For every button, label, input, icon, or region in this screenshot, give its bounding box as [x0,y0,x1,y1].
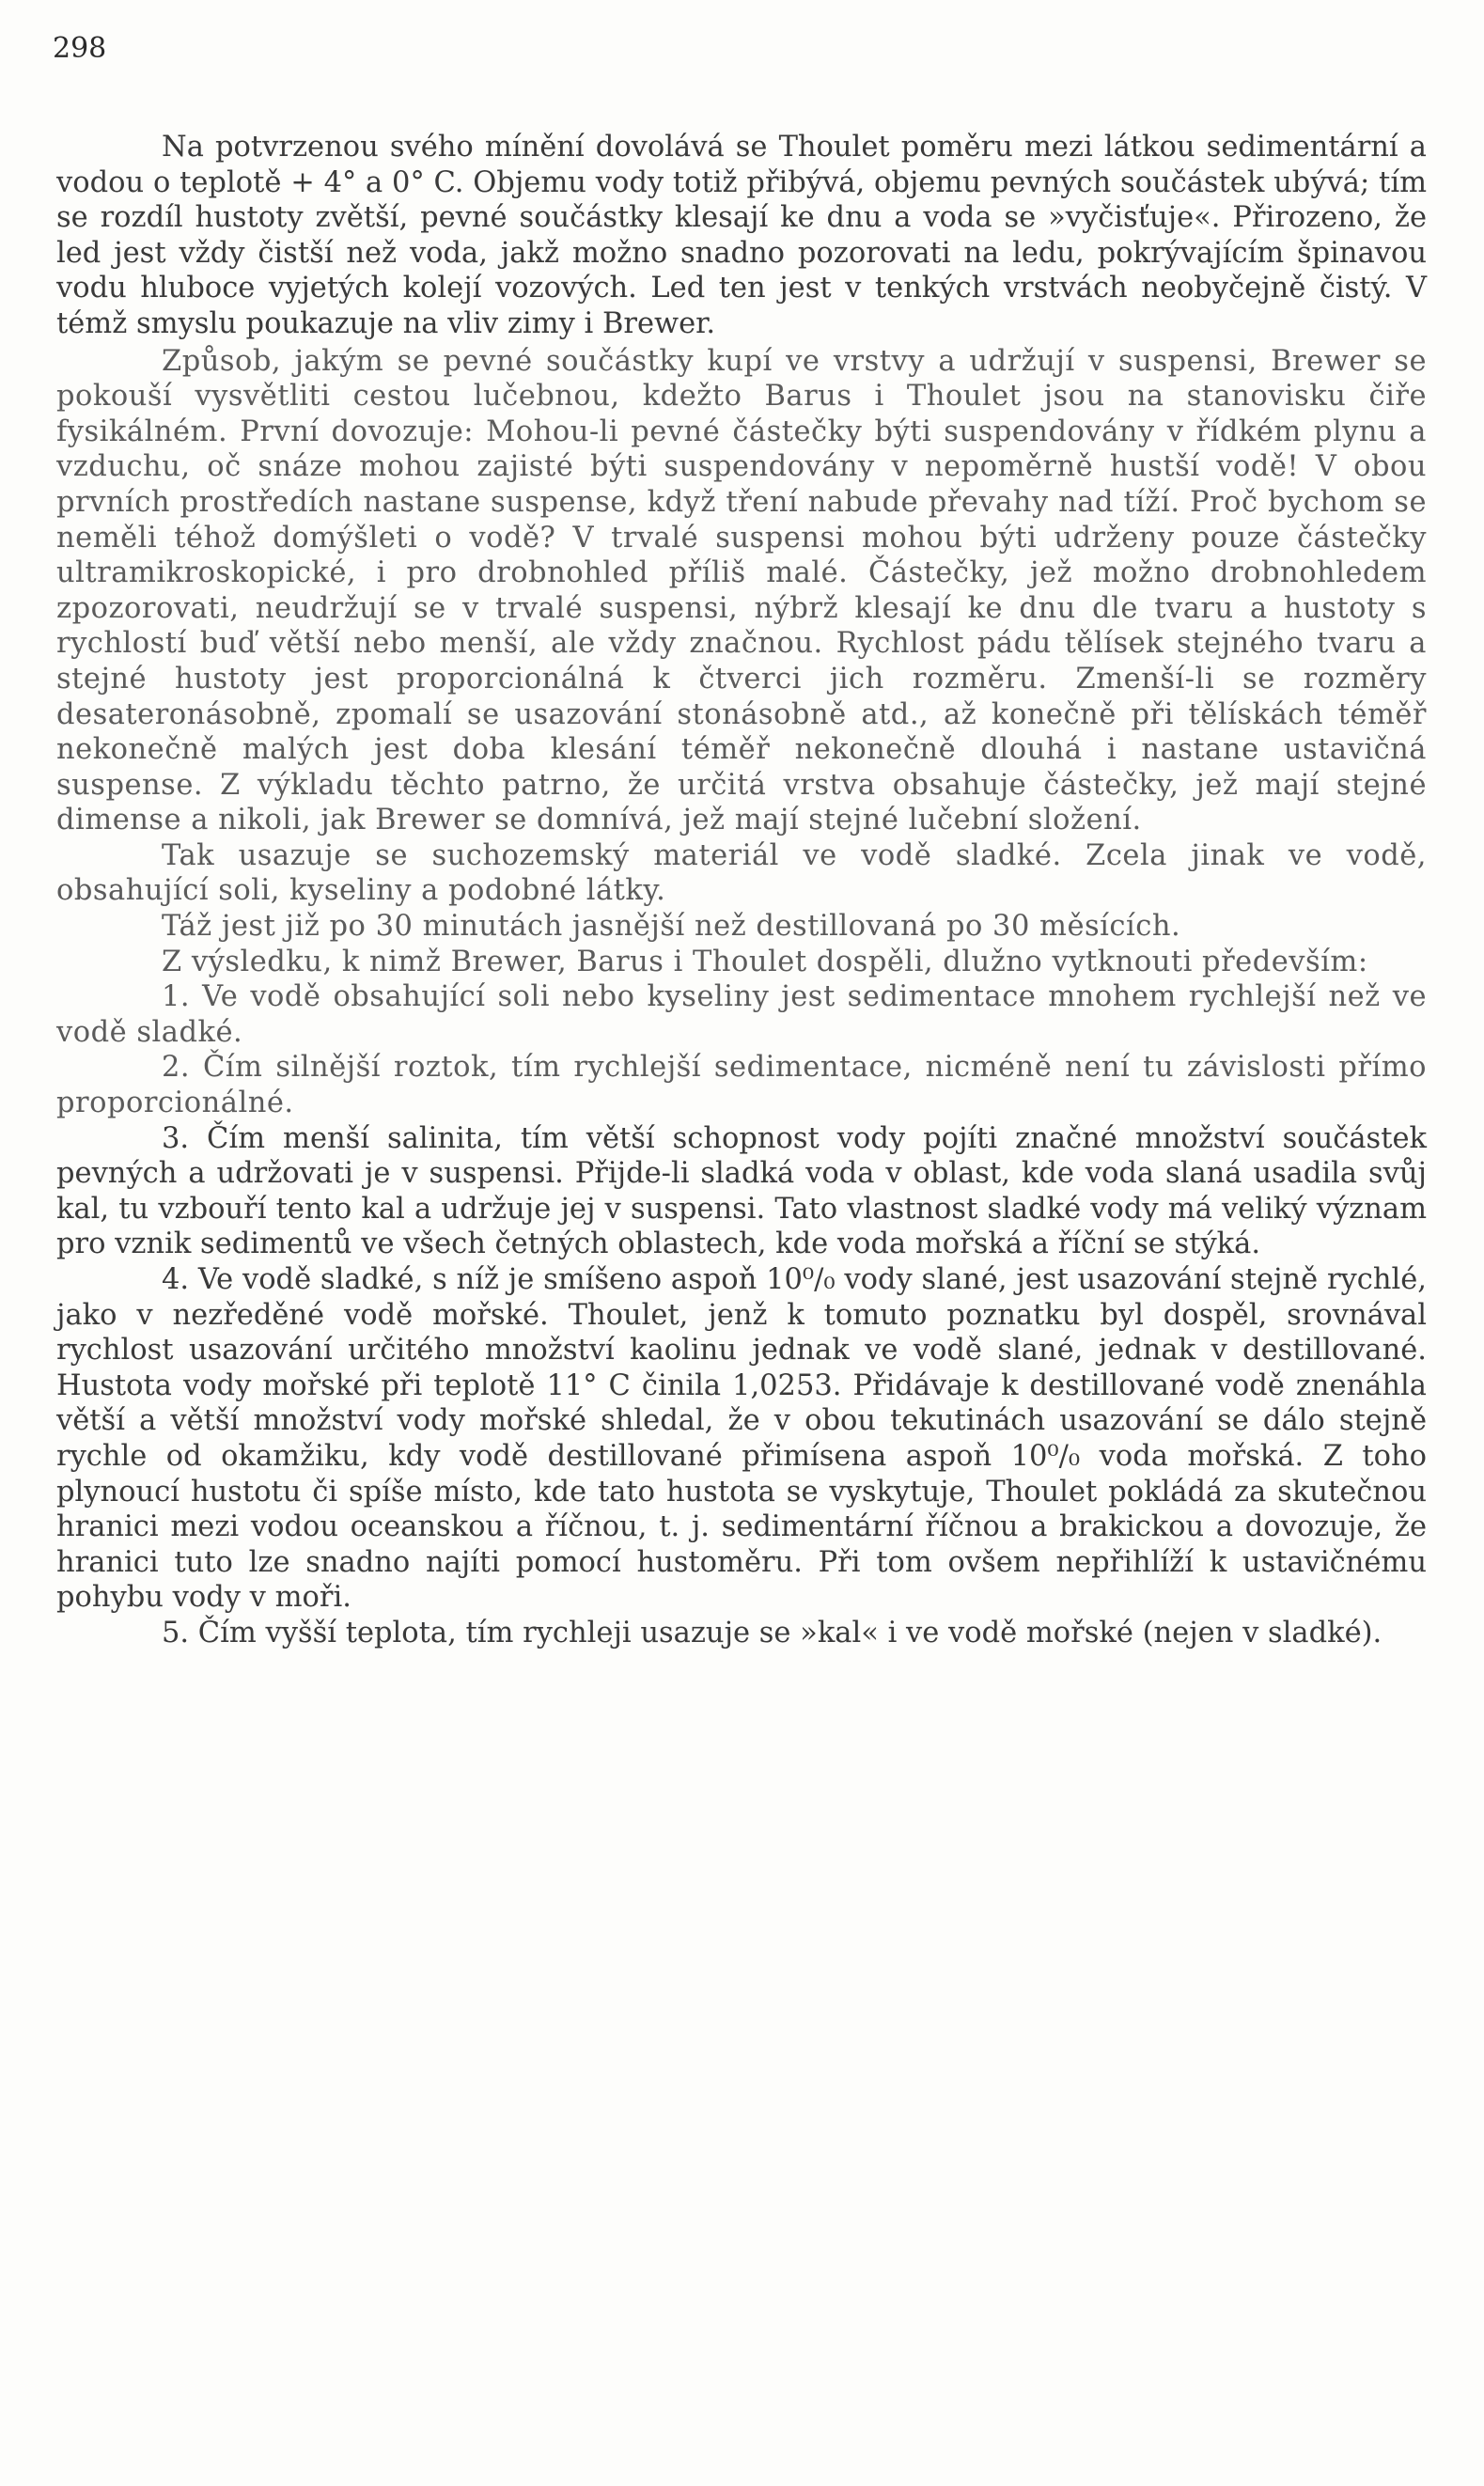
list-item-4: 4. Ve vodě sladké, s níž je smíšeno aspoň 10⁰/₀ vody slané, jest usazování stejně rychlé, jako v nezředěné vodě mořské. Thoulet, jenž k tomuto poznatku byl dospěl, srovnával rychlost usazování určitého množství kaolinu jednak ve vodě slané, jednak v destillované. Hustota vody mořské při teplotě 11° C činila 1,0253. Přidávaje k destillované vodě znenáhla větší a větší množství vody mořské shledal, že v obou tekutinách usazování se dálo stejně rychle od okamžiku, kdy vodě destillované přimísena aspoň 10⁰/₀ voda mořská. Z toho plynoucí hustotu či spíše místo, kde tato hustota se vyskytuje, Thoulet pokládá za skutečnou hranici mezi vodou oceanskou a říčnou, t. j. sedimentární říčnou a brakickou a dovozuje, že hranici tuto lze snadno najíti pomocí hustoměru. Při tom ovšem nepřihlíží k ustavičnému pohybu vody v moři. [56,1263,1427,1615]
paragraph-5: Z výsledku, k nimž Brewer, Barus i Thoulet dospěli, dlužno vytknouti především: [162,945,1368,978]
page-number: 298 [53,32,107,65]
list-item-5: 5. Čím vyšší teplota, tím rychleji usazuje se »kal« i ve vodě mořské (nejen v sladké). [162,1616,1382,1650]
paragraph-1: Na potvrzenou svého mínění dovolává se Thoulet poměru mezi látkou sedimentární a vodou o teplotě + 4° a 0° C. Objemu vody totiž přibývá, objemu pevných součástek ubývá; tím se rozdíl hustoty zvětší, pevné součástky klesají ke dnu a voda se »vyčisťuje«. Přirozeno, že led jest vždy čistší než voda, jakž možno snadno pozorovati na ledu, pokrývajícím špinavou vodu hluboce vyjetých kolejí vozových. Led ten jest v tenkých vrstvách neobyčejně čistý. V témž smyslu poukazuje na vliv zimy i Brewer. [56,131,1427,340]
text-body [56,130,1427,1651]
list-item-1: 1. Ve vodě obsahující soli nebo kyseliny jest sedimentace mnohem rychlejší než ve vodě sladké. [56,980,1427,1049]
paragraph-4: Táž jest již po 30 minutách jasnější než destillovaná po 30 měsících. [162,910,1181,944]
list-item-3: 3. Čím menší salinita, tím větší schopnost vody pojíti značné množství součástek pevných a udržovati je v suspensi. Přijde-li sladká voda v oblast, kde voda slaná usadila svůj kal, tu vzbouří tento kal a udržuje jej v suspensi. Tato vlastnost sladké vody má veliký význam pro vznik sedimentů ve všech četných oblastech, kde voda mořská a říční se stýká. [56,1121,1427,1261]
paragraph-2: Způsob, jakým se pevné součástky kupí ve vrstvy a udržují v suspensi, Brewer se pokouší vysvětliti cestou lučebnou, kdežto Barus i Thoulet jsou na stanovisku čiře fysikálném. První dovozuje: Mohou-li pevné částečky býti suspendovány v řídkém plynu a vzduchu, oč snáze mohou zajisté býti suspendovány v nepoměrně hustší vodě! V obou prvních prostředích nastane suspense, když tření nabude převahy nad tíží. Proč bychom se neměli téhož domýšleti o vodě? V trvalé suspensi mohou býti udrženy pouze částečky ultramikroskopické, i pro drobnohled příliš malé. Částečky, jež možno drobnohledem zpozorovati, neudržují se v trvalé suspensi, nýbrž klesají ke dnu dle tvaru a hustoty s rychlostí buď větší nebo menší, ale vždy značnou. Rychlost pádu tělísek stejného tvaru a stejné hustoty jest proporcionálná k čtverci jich rozměru. Zmenší-li se rozměry desateronásobně, zpomalí se usazování stonásobně atd., až konečně při tělískách téměř nekonečně malých jest doba klesání téměř nekonečně dlouhá i nastane ustavičná suspense. Z výkladu těchto patrno, že určitá vrstva obsahuje částečky, jež mají stejné dimense a nikoli, jak Brewer se domnívá, jež mají stejné lučební složení. [56,344,1427,837]
paragraph-3: Tak usazuje se suchozemský materiál ve vodě sladké. Zcela jinak ve vodě, obsahující soli, kyseliny a podobné látky. [56,838,1427,908]
list-item-2: 2. Čím silnější roztok, tím rychlejší sedimentace, nicméně není tu závislosti přímo proporcionálné. [56,1051,1427,1120]
